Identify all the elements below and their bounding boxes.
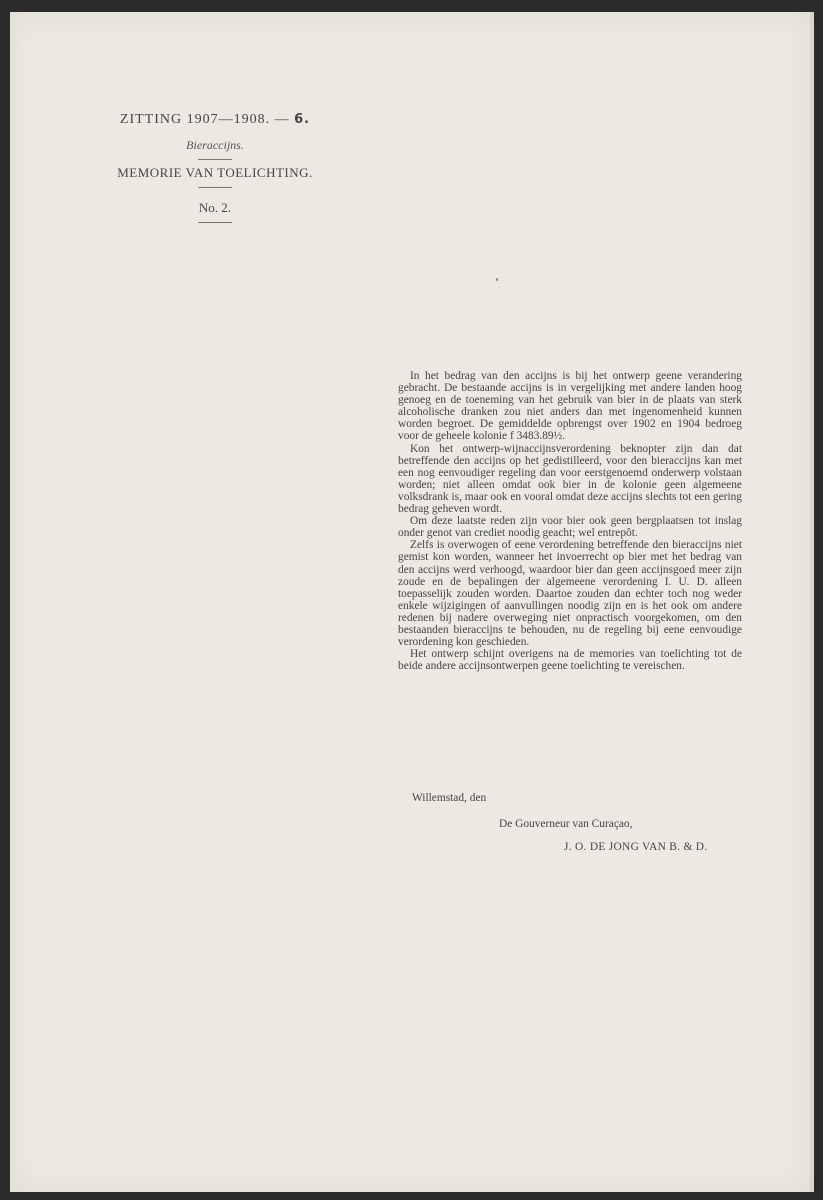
session-label: ZITTING 1907—1908. bbox=[119, 112, 271, 127]
closing-signatory: J. O. DE JONG VAN B. & D. bbox=[564, 841, 708, 853]
paragraph: Kon het ontwerp-wijnaccijnsverordening beknopter zijn dan dat betreffende den accijns op het gedistilleerd, voor den bieraccijns kan met een nog eenvoudiger regeling dan voor eerstgenoemd onderwerp volstaan worden; niet alleen omdat ook bier in de kolonie geen algemeene volksdrank is, maar ook en vooral omdat deze accijns slechts tot een gering bedrag geheven wordt. bbox=[398, 442, 742, 516]
memo-body bbox=[398, 370, 742, 672]
document-header bbox=[90, 112, 340, 223]
closing-place: Willemstad, den bbox=[412, 792, 487, 804]
session-title: ZITTING 1907—1908. — 6. bbox=[119, 112, 311, 127]
subject-title: Bieraccijns. bbox=[186, 138, 244, 152]
closing-office: De Gouverneur van Curaçao, bbox=[499, 818, 633, 830]
document-number: 6. bbox=[294, 112, 311, 127]
divider bbox=[198, 187, 232, 188]
memo-number: No. 2. bbox=[198, 200, 232, 215]
paper-speck bbox=[496, 278, 498, 281]
paragraph: Om deze laatste reden zijn voor bier ook geen bergplaatsen tot inslag onder genot van crediet noodig geacht; wel entrepôt. bbox=[398, 515, 742, 540]
paragraph: Het ontwerp schijnt overigens na de memories van toelichting tot de beide andere accijnsontwerpen geene toelichting te vereischen. bbox=[398, 648, 742, 673]
paragraph: In het bedrag van den accijns is bij het ontwerp geene verandering gebracht. De bestaande accijns is in vergelijking met andere landen hoog genoeg en de toeneming van het gebruik van bier in de plaats van sterk alcoholische dranken zou niet anders dan met ingenomenheid kunnen worden begroet. De gemiddelde opbrengst over 1902 en 1904 bedroeg voor de geheele kolonie f 3483.89½. bbox=[398, 370, 742, 443]
document-page bbox=[10, 12, 810, 1192]
memo-title: MEMORIE VAN TOELICHTING. bbox=[117, 165, 313, 180]
divider bbox=[198, 222, 232, 223]
paragraph: Zelfs is overwogen of eene verordening betreffende den bieraccijns niet gemist kon worden, wanneer het invoerrecht op bier met het bedrag van den accijns werd verhoogd, waardoor bier dan geen accijnsgoed meer zijn zoude en de bepalingen der algemeene verordening I. U. D. alleen toepasselijk zouden worden. Daartoe zouden dan echter toch nog weder enkele wijzigingen of aanvullingen noodig zijn en is het ook om andere redenen bij nadere overweging niet onpractisch voorgekomen, om den bestaanden bieraccijns te behouden, nu de regeling bij eene eenvoudige verordening kon geschieden. bbox=[398, 539, 742, 649]
page-edge bbox=[810, 12, 814, 1192]
divider bbox=[198, 159, 232, 160]
